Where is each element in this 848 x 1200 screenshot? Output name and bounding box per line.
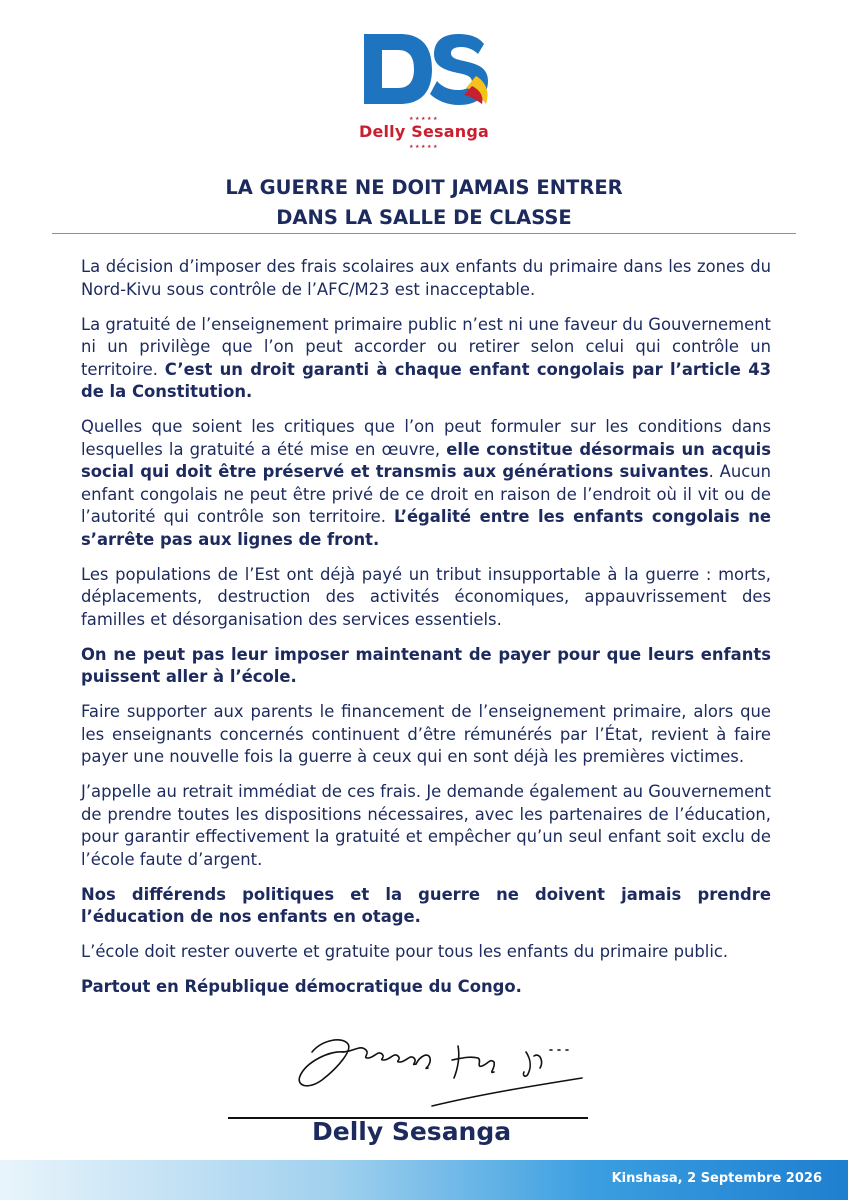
stars-bottom: ★★★★★ (409, 144, 439, 150)
letter-body (81, 256, 771, 1011)
paragraph-1 (81, 256, 771, 301)
paragraph-text: J’appelle au retrait immédiat de ces frais. Je demande également au Gouvernement de prendre toutes les dispositions nécessaires, avec les partenaires de l’éducation, pour garantir effectivement la gratuité et empêcher qu’un seul enfant soit exclu de l’école faute d’argent. (81, 782, 771, 869)
handwritten-signature (282, 1022, 602, 1110)
paragraph-emphasis: L’égalité entre les enfants congolais ne s’arrête pas aux lignes de front. (81, 507, 771, 549)
paragraph-text: La décision d’imposer des frais scolaires aux enfants du primaire dans les zones du Nord-Kivu sous contrôle de l’AFC/M23 est inacceptable. (81, 257, 771, 299)
paragraph-emphasis: C’est un droit garanti à chaque enfant congolais par l’article 43 de la Constitution. (81, 359, 772, 401)
paragraph-text: Faire supporter aux parents le financement de l’enseignement primaire, alors que les enseignants concernés continuent d’être rémunérés par l’État, revient à faire payer une nouvelle fois la guerre à ceux qui en sont déjà les premières victimes. (81, 702, 771, 766)
paragraph-10 (81, 976, 771, 999)
paragraph-emphasis: elle constitue désormais un acquis social qui doit être préservé et transmis aux générations suivantes (81, 439, 771, 481)
paragraph-7 (81, 781, 771, 871)
place-date: Kinshasa, 2 Septembre 2026 (611, 1171, 822, 1186)
logo-name: Delly Sesanga (358, 122, 490, 141)
stars-top: ★★★★★ (409, 116, 439, 122)
paragraph-6 (81, 701, 771, 769)
paragraph-2 (81, 314, 771, 404)
footer-band (0, 1160, 848, 1200)
paragraph-9 (81, 941, 771, 964)
signer-name: Delly Sesanga (312, 1117, 512, 1146)
paragraph-emphasis: On ne peut pas leur imposer maintenant de payer pour que leurs enfants puissent aller à l’école. (81, 644, 771, 686)
paragraph-emphasis: Nos différends politiques et la guerre ne doivent jamais prendre l’éducation de nos enfants en otage. (81, 884, 771, 926)
ds-monogram-logo (360, 30, 490, 108)
paragraph-5 (81, 644, 771, 689)
paragraph-8 (81, 884, 771, 929)
logo (0, 22, 848, 150)
paragraph-text: Les populations de l’Est ont déjà payé un tribut insupportable à la guerre : morts, déplacements, destruction des activités économiques, appauvrissement des familles et désorganisation des services essentiels. (81, 564, 771, 629)
paragraph-3 (81, 416, 771, 551)
page-title (0, 173, 848, 233)
paragraph-text: La gratuité de l’enseignement primaire public n’est ni une faveur du Gouvernement ni un privilège que l’on peut accorder ou retirer selon celui qui contrôle un territoire. (81, 314, 771, 379)
title-line-2: DANS LA SALLE DE CLASSE (276, 206, 572, 229)
paragraph-4 (81, 564, 771, 632)
paragraph-text: . Aucun enfant congolais ne peut être privé de ce droit en raison de l’endroit où il vit ou de l’autorité qui contrôle son territoire. (81, 462, 771, 526)
title-divider (52, 233, 796, 234)
paragraph-emphasis: Partout en République démocratique du Congo. (81, 977, 522, 996)
paragraph-text: Quelles que soient les critiques que l’on peut formuler sur les conditions dans lesquelles la gratuité a été mise en œuvre, (81, 417, 771, 459)
paragraph-text: L’école doit rester ouverte et gratuite pour tous les enfants du primaire public. (81, 942, 729, 961)
title-line-1: LA GUERRE NE DOIT JAMAIS ENTRER (225, 176, 623, 199)
